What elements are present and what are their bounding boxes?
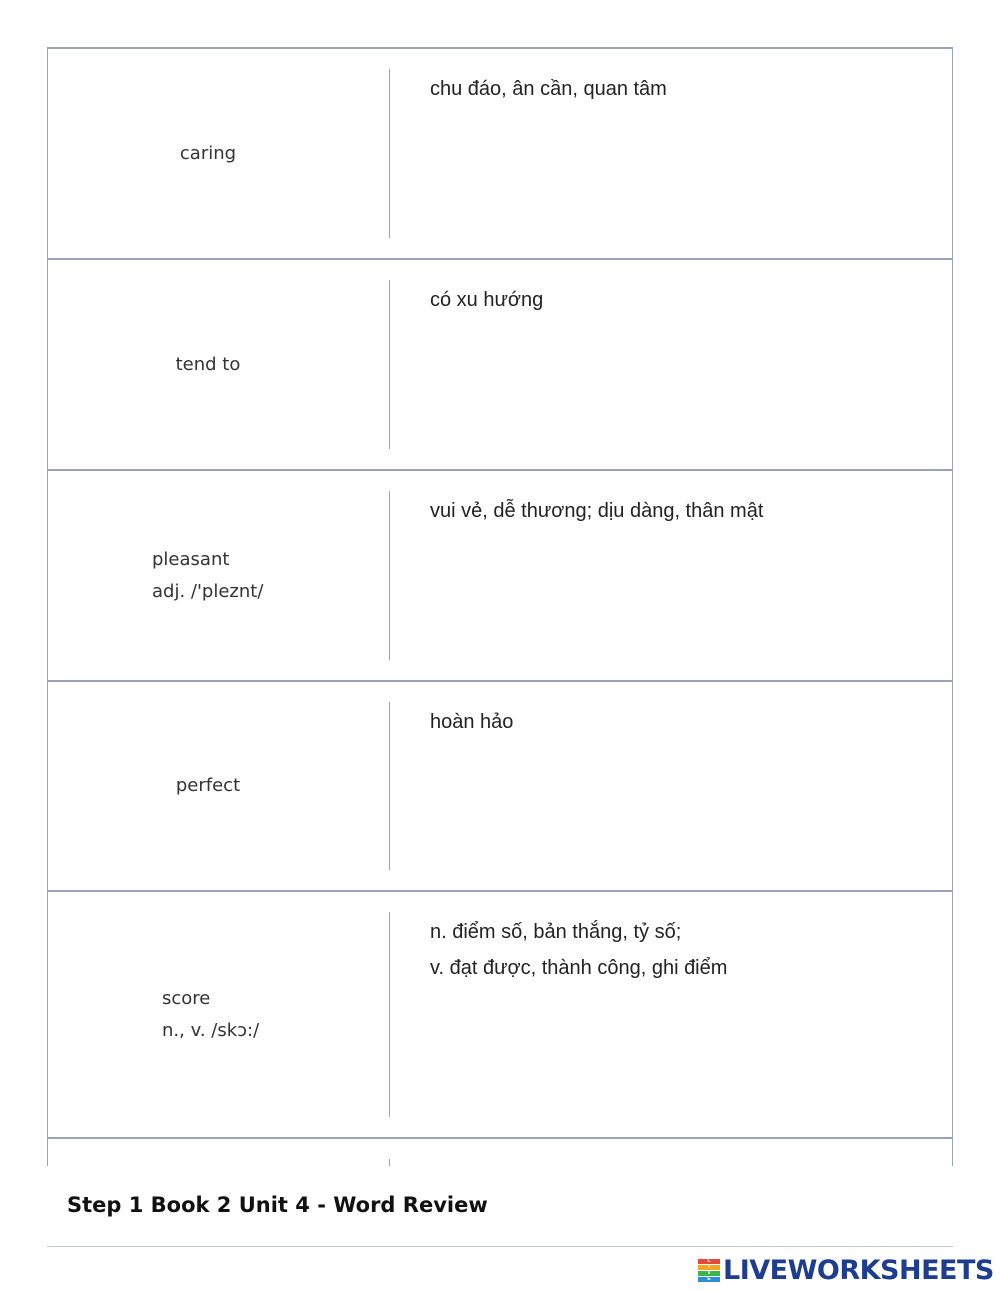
definition-line: có xu hướng (430, 289, 544, 311)
card-divider (389, 280, 390, 449)
liveworksheets-icon (698, 1259, 720, 1281)
card-term (48, 49, 368, 258)
flashcard (48, 260, 952, 471)
card-term (48, 260, 368, 469)
brand-name: LIVEWORKSHEETS (723, 1254, 994, 1286)
worksheet-title: Step 1 Book 2 Unit 4 - Word Review (67, 1193, 488, 1217)
card-term (48, 471, 472, 680)
definition-line: chu đáo, ân cần, quan tâm (430, 78, 667, 100)
term-word: pleasant (152, 548, 230, 570)
logo-letter: E (698, 1277, 720, 1282)
definition-line: v. đạt được, thành công, ghi điểm (430, 957, 728, 979)
card-definition (430, 282, 932, 318)
logo-letter: V (698, 1271, 720, 1276)
definition-line: n. điểm số, bản thắng, tỷ số; (430, 921, 682, 943)
term-phonetic: adj. /'pleznt/ (152, 580, 264, 602)
flashcard-sheet (47, 47, 953, 1166)
definition-line: hoàn hảo (430, 711, 514, 733)
card-divider (389, 702, 390, 870)
term-word: score (162, 987, 211, 1009)
term-phonetic: n., v. /skɔ:/ (162, 1019, 260, 1041)
card-term (48, 892, 482, 1137)
card-definition (430, 71, 932, 107)
card-divider (389, 491, 390, 660)
logo-letter: L (698, 1259, 720, 1264)
flashcard-partial (48, 1139, 952, 1166)
card-definition (430, 704, 932, 740)
term-word: tend to (175, 353, 241, 375)
term-word: caring (179, 142, 237, 164)
card-definition (430, 914, 932, 986)
card-definition (430, 493, 932, 529)
footer-divider (47, 1246, 953, 1247)
term-word: perfect (175, 775, 241, 796)
liveworksheets-logo[interactable] (698, 1254, 994, 1286)
flashcard (48, 892, 952, 1139)
flashcard (48, 471, 952, 682)
card-divider (389, 69, 390, 238)
card-term (48, 682, 368, 890)
card-divider (389, 1159, 390, 1166)
flashcard (48, 682, 952, 892)
card-divider (389, 912, 390, 1117)
definition-line: vui vẻ, dễ thương; dịu dàng, thân mật (430, 500, 764, 522)
flashcard (48, 49, 952, 260)
logo-letter: I (698, 1265, 720, 1270)
